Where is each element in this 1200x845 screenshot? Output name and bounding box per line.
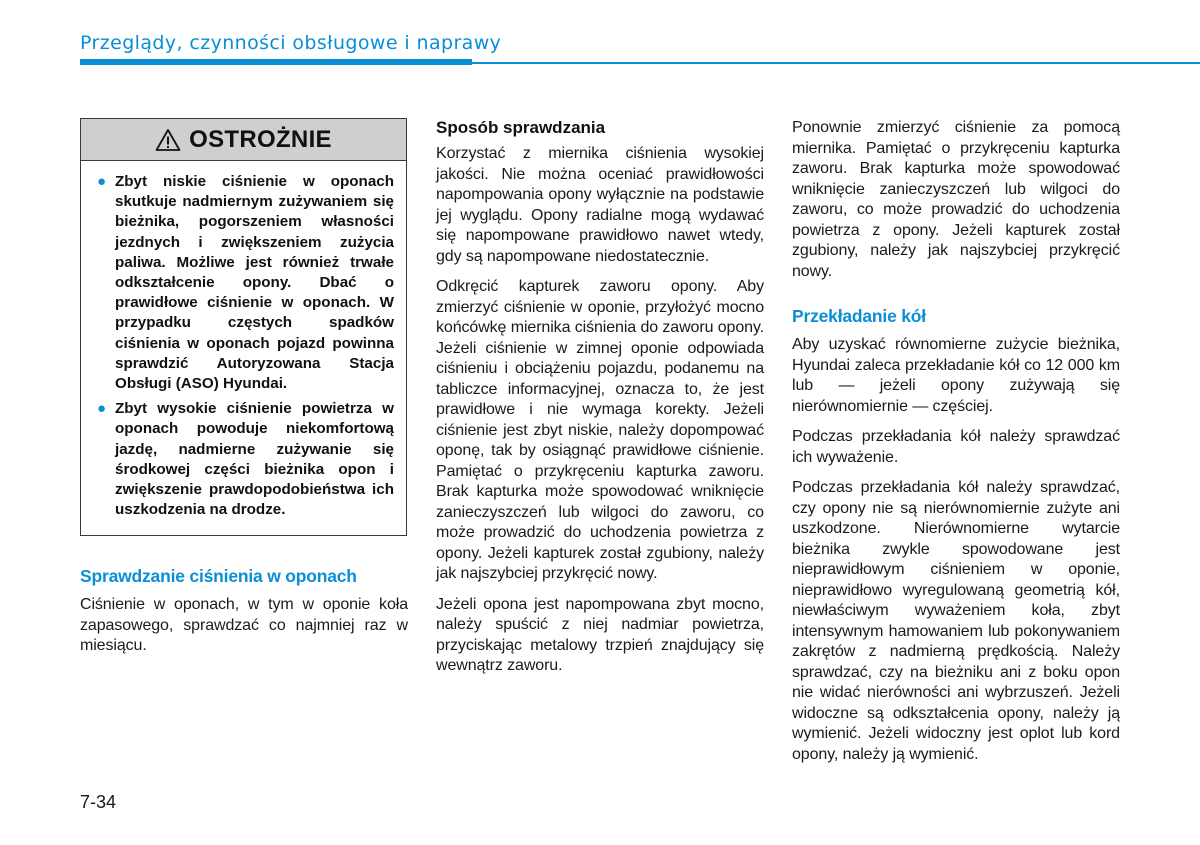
caution-header xyxy=(81,119,406,161)
caution-item-text: Zbyt wysokie ciśnienie powietrza w oponach powoduje niekomfortową jazdę, nadmierne zużywanie się środkowej części bieżnika opon i zwiększenie prawdopodobieństwa ich uszkodzenia na drodze. xyxy=(115,400,394,519)
caution-box xyxy=(80,118,407,536)
rotation-heading: Przekładanie kół xyxy=(792,306,926,326)
page-header-title: Przeglądy, czynności obsługowe i naprawy xyxy=(80,32,502,54)
pressure-check-heading: Sprawdzanie ciśnienia w oponach xyxy=(80,566,357,587)
column-middle xyxy=(436,118,764,687)
caution-item-text: Zbyt niskie ciśnienie w oponach skutkuje nadmiernym zużywaniem się bieżnika, pogorszeniem własności jezdnych i zwiększeniem zużycia paliwa. Możliwe jest również trwałe odkształcenie opony. Dbać o prawidłowe ciśnienie w oponach. W przypadku częstych spadków ciśnienia w oponach pojazd powinna sprawdzić Autoryzowana Stacja Obsługi (ASO) Hyundai. xyxy=(115,173,394,393)
caution-item xyxy=(93,172,394,394)
method-paragraph: Jeżeli opona jest napompowana zbyt mocno, należy spuścić z niej nadmiar powietrza, przyciskając metalowy trzpień znajdujący się wewnątrz zaworu. xyxy=(436,595,764,674)
method-heading: Sposób sprawdzania xyxy=(436,118,606,137)
caution-title: OSTROŻNIE xyxy=(189,125,332,153)
pressure-check-paragraph: Ciśnienie w oponach, w tym w oponie koła zapasowego, sprawdzać co najmniej raz w miesiącu. xyxy=(80,596,408,655)
warning-triangle-icon xyxy=(155,128,181,152)
caution-body xyxy=(81,161,406,535)
rotation-paragraph: Podczas przekładania kół należy sprawdzać, czy opony nie są nierównomiernie zużyte ani uszkodzone. Nierównomierne wytarcie bieżnika zwykle spowodowane jest nieprawidłowym ciśnieniem w oponie, nieprawidłowo wyregulowaną geometrią kół, niewłaściwym wyważeniem koła, zbyt intensywnym hamowaniem lub pokonywaniem zakrętów z nadmierną prędkością. Należy sprawdzać, czy na bieżniku ani z boku opon nie widać nierówności ani wybrzuszeń. Jeżeli widoczne są odkształcenia opony, należy ją wymienić. Jeżeli widoczny jest oplot lub kord opony, należy ją wymienić. xyxy=(792,479,1120,763)
caution-item xyxy=(93,399,394,520)
rotation-paragraph: Podczas przekładania kół należy sprawdzać ich wyważenie. xyxy=(792,428,1120,466)
method-paragraph: Korzystać z miernika ciśnienia wysokiej jakości. Nie można oceniać prawidłowości napompowania opony wyłącznie na podstawie jej wyglądu. Opony radialne mogą wydawać się napompowane prawidłowo nawet wtedy, gdy są napompowane niedostatecznie. xyxy=(436,145,764,265)
column-right xyxy=(792,118,1120,775)
method-paragraph: Odkręcić kapturek zaworu opony. Aby zmierzyć ciśnienie w oponie, przyłożyć mocno końcówkę miernika ciśnienia do zaworu opony. Jeżeli ciśnienie w zimnej oponie odpowiada ciśnieniu i obciążeniu pojazdu, podanemu na tabliczce informacyjnej, oznacza to, że jest prawidłowe i nie wymaga korekty. Jeżeli ciśnienie jest zbyt niskie, należy dopompować oponę, tak by osiągnąć prawidłowe ciśnienie. Pamiętać o przykręceniu kapturka zaworu. Brak kapturka może spowodować wniknięcie zanieczyszczeń lub wilgoci do zaworu, co może prowadzić do uchodzenia powietrza z opony. Jeżeli kapturek został zgubiony, należy jak najszybciej przykręcić nowy. xyxy=(436,278,764,582)
remeasure-paragraph: Ponownie zmierzyć ciśnienie za pomocą miernika. Pamiętać o przykręceniu kapturka zaworu. Brak kapturka może spowodować wniknięcie zanieczyszczeń lub wilgoci do zaworu, co może prowadzić do uchodzenia powietrza z opony. Jeżeli kapturek został zgubiony, należy jak najszybciej przykręcić nowy. xyxy=(792,119,1120,280)
rotation-paragraph: Aby uzyskać równomierne zużycie bieżnika, Hyundai zaleca przekładanie kół co 12 000 km lub — jeżeli opony zużywają się nierównomiernie — częściej. xyxy=(792,336,1120,415)
page-number: 7-34 xyxy=(80,792,117,812)
header-rule-thin xyxy=(472,62,1200,64)
bullet-icon: ● xyxy=(97,173,107,190)
bullet-icon: ● xyxy=(97,400,107,418)
header-rule-thick xyxy=(80,59,472,65)
column-left xyxy=(80,118,408,667)
